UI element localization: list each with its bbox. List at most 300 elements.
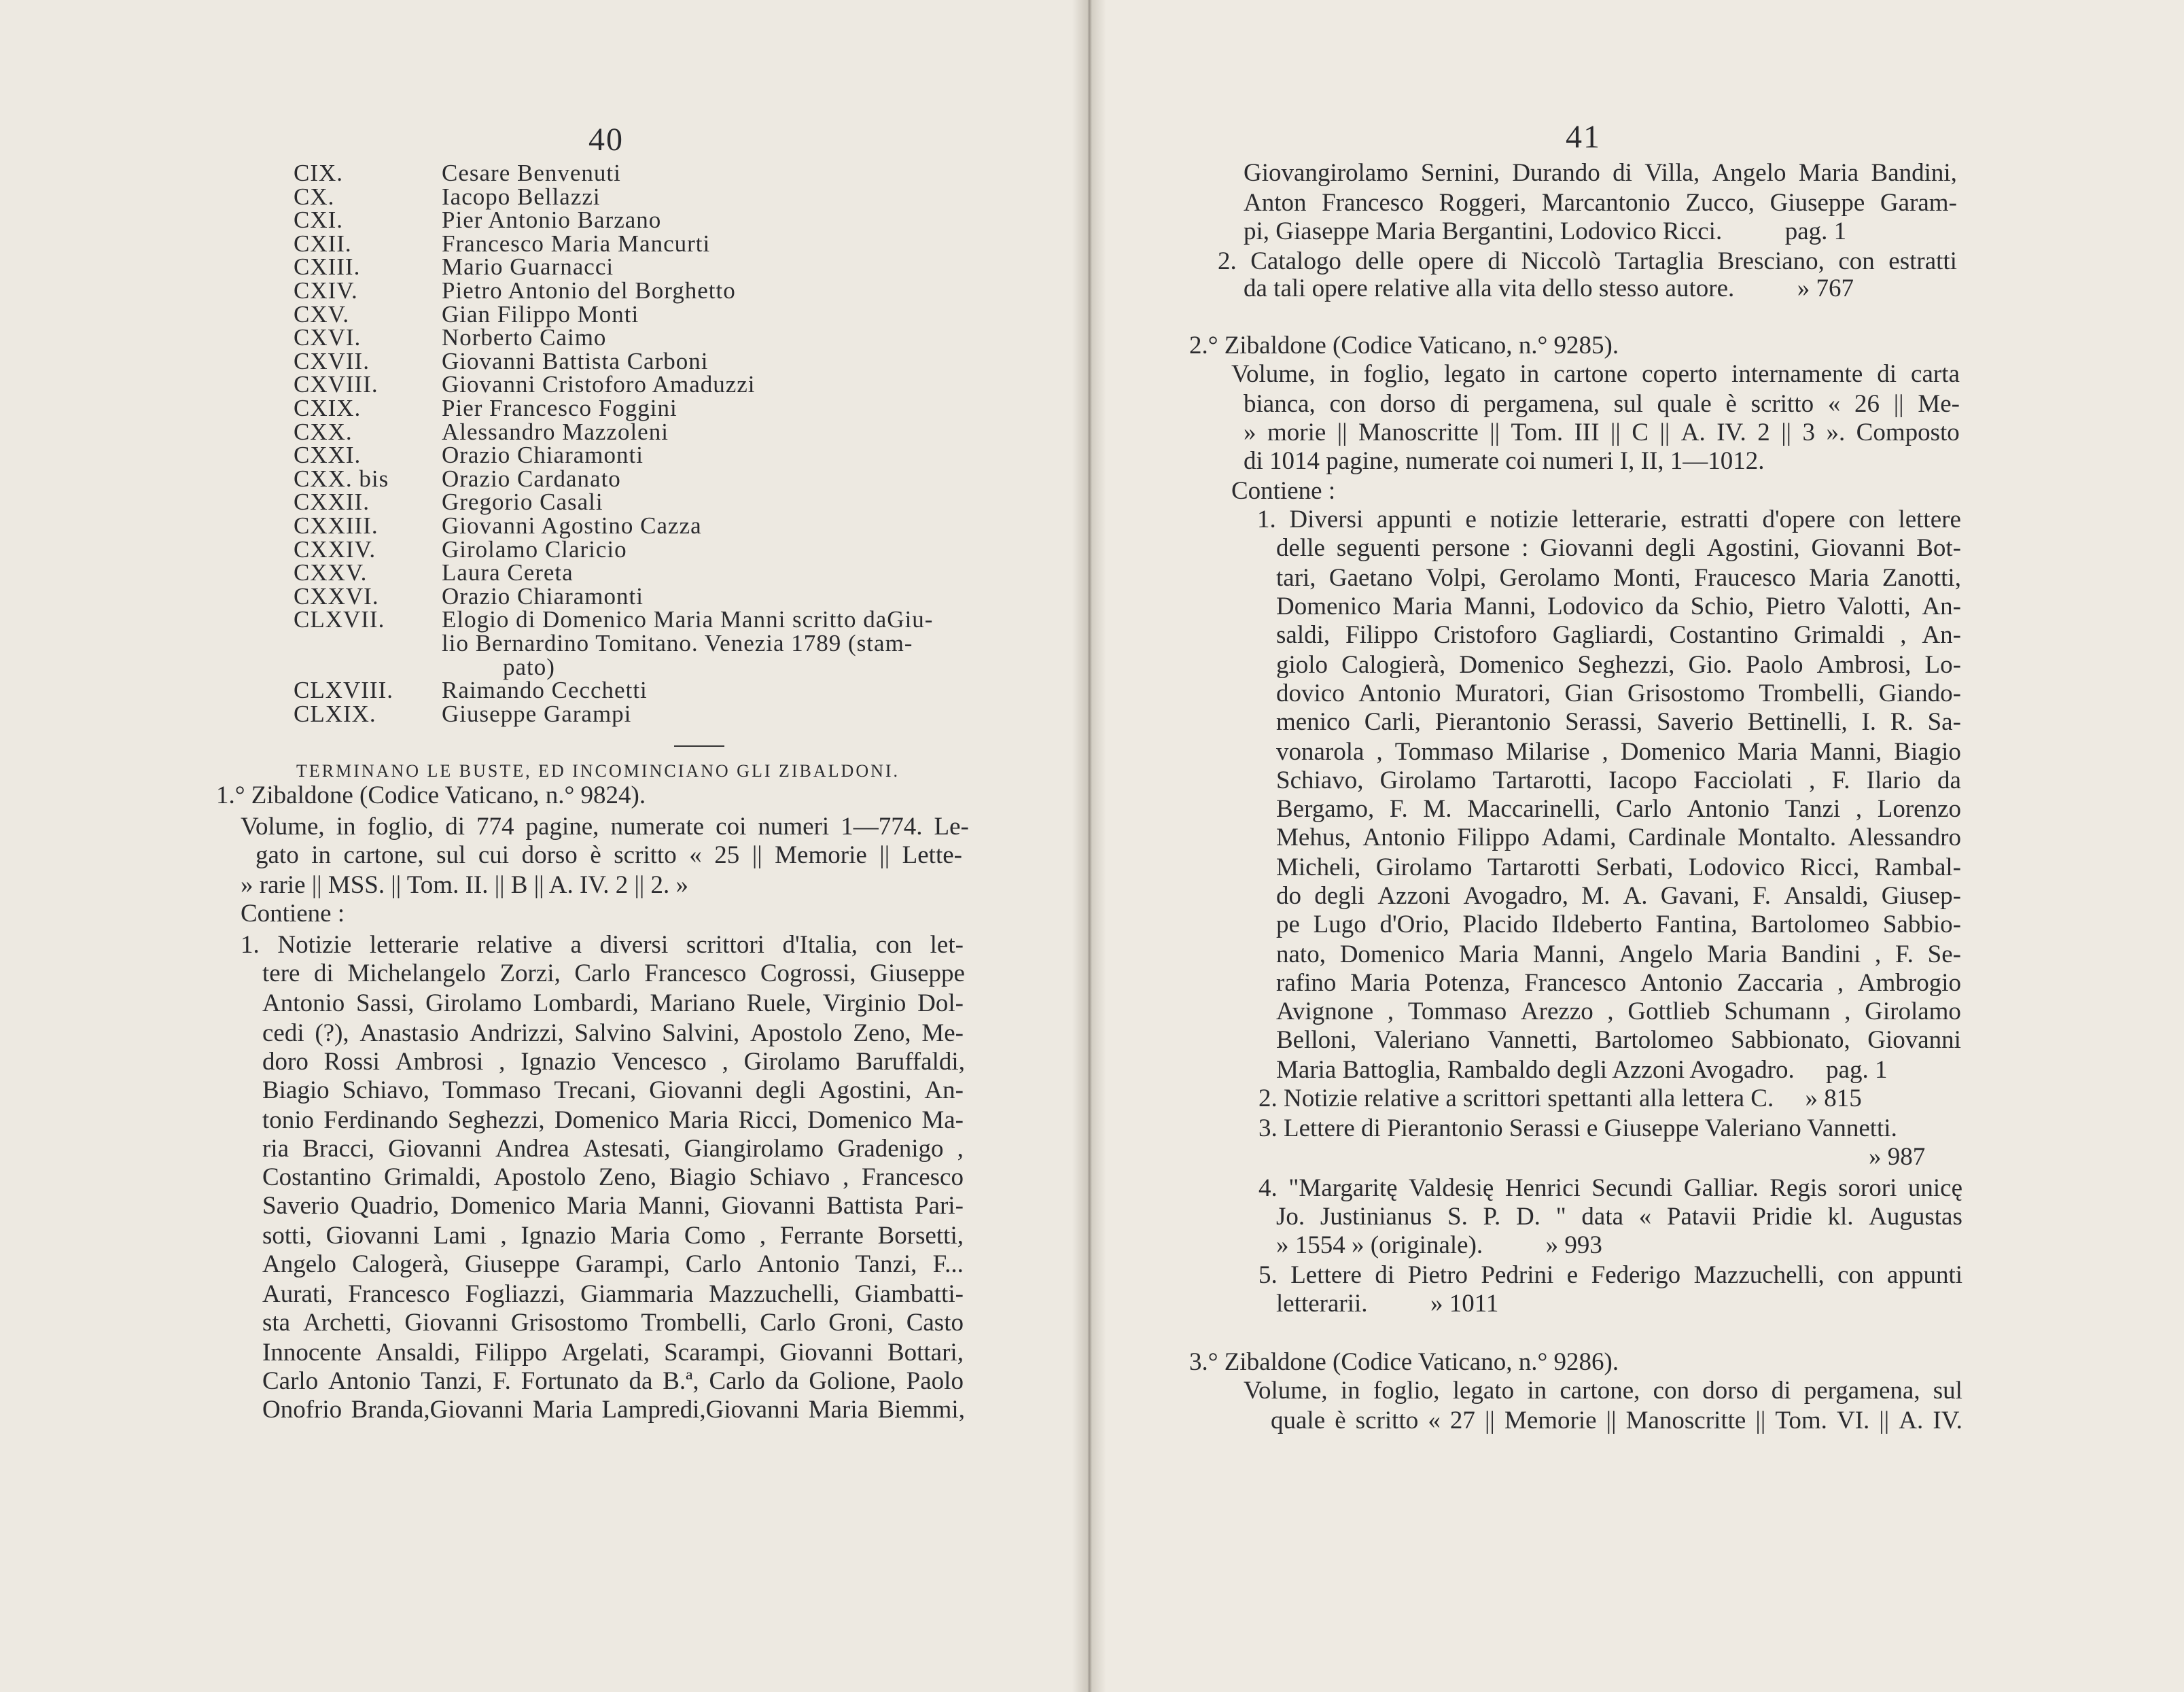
book-gutter — [1072, 0, 1106, 1692]
word: Muratori, — [1455, 680, 1551, 707]
word: foglio, — [1363, 360, 1430, 388]
word: Tanzi, — [421, 1367, 483, 1395]
word: delle — [1355, 247, 1405, 275]
word: Avogadro, — [1463, 882, 1568, 910]
word: Anastasio — [359, 1019, 459, 1047]
index-name: Laura Cereta — [442, 559, 574, 586]
word: con — [875, 931, 913, 959]
text-line — [262, 1163, 964, 1192]
index-number: CXXII. — [294, 489, 370, 516]
word: scrittori — [686, 931, 764, 959]
word: , — [759, 1222, 767, 1250]
word: Biagio — [1894, 738, 1961, 766]
word: Valdesię — [1409, 1174, 1494, 1202]
index-number: CXI. — [294, 207, 344, 234]
word: Giangirolamo — [684, 1135, 824, 1163]
word: Domenico — [451, 1192, 556, 1220]
text-line — [262, 1019, 964, 1048]
word: Sabbio- — [1882, 911, 1961, 938]
word: , — [843, 1163, 849, 1191]
word: Jo. — [1276, 1203, 1305, 1231]
text-line — [1258, 1261, 1962, 1290]
index-name: Pier Antonio Barzano — [442, 207, 662, 234]
text-line — [1231, 360, 1960, 389]
word: degli — [755, 1076, 806, 1104]
section-rule — [674, 745, 724, 747]
word: Me- — [1918, 390, 1960, 418]
word: Lette- — [902, 841, 962, 869]
word: Trombelli, — [641, 1309, 747, 1337]
word: gato — [256, 841, 299, 869]
word: bianca, — [1244, 390, 1316, 418]
word: in — [1519, 360, 1540, 388]
index-name: Raimando Cecchetti — [442, 677, 648, 704]
word: Schio, — [1690, 593, 1755, 620]
word: Archetti, — [302, 1309, 392, 1337]
word: Azzoni — [1377, 882, 1451, 910]
index-name: Gian Filippo Monti — [442, 300, 639, 328]
word: Manoscritte — [1625, 1407, 1746, 1434]
word: || — [1610, 419, 1621, 446]
text-line — [1276, 534, 1961, 563]
text-line — [1276, 564, 1961, 593]
word: 1—774. — [841, 813, 923, 841]
word: Costantino — [1669, 621, 1778, 649]
word: scritto — [614, 841, 677, 869]
word: Agostini, — [1706, 534, 1800, 562]
word: P. — [1483, 1203, 1501, 1231]
index-number: CXXVI. — [294, 582, 379, 610]
word: Ambrosi, — [1816, 651, 1912, 679]
word: Antonio — [1362, 824, 1445, 851]
index-name: Girolamo Claricio — [442, 535, 627, 563]
word: Fantina, — [1655, 911, 1738, 938]
word: Facciolati — [1693, 766, 1793, 794]
word: dorso — [521, 841, 578, 869]
text-line — [262, 989, 964, 1018]
index-number: CXXI. — [294, 442, 362, 469]
word: Ricci, — [1799, 853, 1860, 881]
word: Tanzi — [1784, 795, 1841, 823]
word: Cardinale — [1627, 824, 1726, 851]
index-number: CLXVII. — [294, 606, 385, 633]
word: F. — [1895, 940, 1914, 968]
word: kl. — [1827, 1203, 1854, 1231]
word: Groni, — [828, 1309, 894, 1337]
word: Salvini, — [662, 1019, 740, 1047]
word: Maria — [1737, 738, 1798, 766]
word: Giuseppe — [870, 959, 965, 987]
right-page — [1086, 0, 2184, 1692]
word: Filippo — [1457, 824, 1530, 851]
text-line — [1276, 708, 1961, 737]
word: : — [1521, 534, 1529, 562]
text-line — [1276, 911, 1961, 939]
word: dorso — [1702, 1377, 1759, 1405]
word: Lampredi,Giovanni — [601, 1396, 800, 1424]
word: F. — [1831, 766, 1850, 794]
text-line — [262, 1396, 965, 1424]
word: Lodovico — [1547, 593, 1644, 620]
word: Valeriano — [1373, 1026, 1470, 1054]
word: sotti, — [262, 1222, 312, 1250]
word: cedi — [262, 1019, 304, 1047]
word: An- — [1922, 621, 1961, 649]
word: degli — [1644, 534, 1695, 562]
word: 26 — [1854, 390, 1880, 418]
word: Volpi, — [1426, 564, 1487, 592]
word: Composto — [1856, 419, 1960, 446]
word: con — [1838, 247, 1875, 275]
word: Tommaso — [1394, 738, 1494, 766]
word: persone — [1432, 534, 1511, 562]
word: in — [311, 841, 331, 869]
word: Filippo — [474, 1339, 548, 1367]
word: , — [1387, 998, 1394, 1025]
word: foglio, — [1373, 1377, 1440, 1405]
index-name: Orazio Cardanato — [442, 465, 621, 492]
word: in — [336, 813, 356, 841]
word: Maria — [808, 1396, 869, 1424]
word: Zaccaria — [1736, 969, 1824, 997]
word: Lugo — [1313, 911, 1367, 938]
word: Manni, — [1532, 940, 1605, 968]
word: Girolamo — [743, 1048, 841, 1076]
word: quale — [1271, 1407, 1326, 1434]
word: di — [1487, 247, 1508, 275]
word: letterarie — [369, 931, 459, 959]
word: da — [629, 1367, 653, 1395]
word: cui — [478, 841, 510, 869]
word: Francesco — [348, 1280, 451, 1308]
word: Paolo — [906, 1367, 964, 1395]
text-line — [1258, 1174, 1962, 1203]
word: 3 — [1802, 419, 1815, 446]
word: Placido — [1462, 911, 1538, 938]
text-line — [1276, 680, 1961, 708]
word: Me- — [921, 1019, 964, 1047]
word: , — [722, 1048, 728, 1076]
word: con — [1848, 506, 1885, 533]
word: Alessandro — [1848, 824, 1961, 851]
word: Casto — [906, 1309, 964, 1337]
text-line — [262, 1135, 964, 1163]
word: Memorie — [1504, 1407, 1597, 1434]
text-line: » 987 — [1869, 1143, 1926, 1171]
word: in — [1340, 1377, 1360, 1405]
word: Scarampi, — [664, 1339, 766, 1367]
word: notizie — [1490, 506, 1559, 533]
word: scritto — [1355, 1407, 1419, 1434]
word: Domenico — [1459, 651, 1564, 679]
word: Arezzo — [1520, 998, 1593, 1025]
text-line — [1276, 1203, 1962, 1231]
word: Valotti, — [1837, 593, 1911, 620]
word: appunti — [1376, 506, 1452, 533]
word: Maria — [566, 1192, 627, 1220]
word: « — [689, 841, 702, 869]
word: Avignone — [1276, 998, 1374, 1025]
word: Sernini, — [1420, 159, 1500, 187]
word: Maccarinelli, — [1467, 795, 1601, 823]
word: Notizie — [277, 931, 352, 959]
word: || — [1879, 1407, 1890, 1434]
word: Schiavo — [749, 1163, 830, 1191]
word: legato — [1444, 360, 1506, 388]
word: Antonio — [757, 1250, 840, 1278]
index-name: Pietro Antonio del Borghetto — [442, 277, 736, 304]
index-name: Orazio Chiaramonti — [442, 582, 644, 610]
word: Quadrio, — [350, 1192, 440, 1220]
word: , — [957, 1135, 964, 1163]
word: Manoscritte — [1358, 419, 1479, 446]
index-number: CLXIX. — [294, 700, 376, 727]
text-line — [262, 1048, 965, 1076]
text-line — [1276, 882, 1961, 911]
word: 27 — [1449, 1407, 1475, 1434]
word: , — [1844, 998, 1851, 1025]
index-number: CIX. — [294, 160, 344, 186]
word: rafino — [1276, 969, 1337, 997]
word: Girolamo — [1379, 766, 1477, 794]
word: Ansaldi, — [375, 1339, 461, 1367]
word: Ambrosi — [395, 1048, 484, 1076]
word: Domenico — [1620, 738, 1725, 766]
word: S. — [1447, 1203, 1468, 1231]
word: Gaetano — [1328, 564, 1413, 592]
index-number: CXXIII. — [294, 512, 378, 539]
word: scritto — [1750, 390, 1814, 418]
word: dovico — [1276, 680, 1345, 707]
word: Bartolomeo — [1594, 1026, 1714, 1054]
word: Biagio — [669, 1163, 737, 1191]
index-number: CXX. bis — [294, 465, 389, 492]
word: doro — [262, 1048, 309, 1076]
word: « — [1428, 1407, 1441, 1434]
word: || — [879, 841, 890, 869]
word: Micheli, — [1276, 853, 1361, 881]
word: sorori — [1838, 1174, 1897, 1202]
word: legato — [1452, 1377, 1515, 1405]
index-name: pato) — [503, 653, 555, 680]
word: Bot- — [1916, 534, 1961, 562]
word: Vannetti, — [1487, 1026, 1578, 1054]
word: A. — [1680, 419, 1706, 446]
left-page — [0, 0, 1086, 1692]
word: Aurati, — [262, 1280, 333, 1308]
word: cartone — [1553, 360, 1628, 388]
word: Saverio — [1656, 708, 1733, 736]
word: Astesati, — [583, 1135, 671, 1163]
index-number: CXIV. — [294, 277, 358, 304]
word: I. — [1861, 708, 1877, 736]
word: Borsetti, — [877, 1222, 964, 1250]
index-name: Iacopo Bellazzi — [442, 183, 601, 210]
index-number: CXXIV. — [294, 535, 376, 563]
word: Fogliazzi, — [465, 1280, 565, 1308]
text-line: 2.° Zibaldone (Codice Vaticano, n.° 9285). — [1189, 332, 1619, 359]
word: Schiavo, — [1276, 766, 1364, 794]
word: , — [1900, 621, 1907, 649]
word: Sabbionato, — [1731, 1026, 1850, 1054]
word: Maria — [610, 1222, 671, 1250]
word: Tom. — [1511, 419, 1564, 446]
word: Galliar. — [1683, 1174, 1759, 1202]
word: Lo- — [1924, 651, 1961, 679]
word: pe — [1276, 911, 1300, 938]
word: F. — [1389, 795, 1408, 823]
word: Zorzi, — [499, 959, 561, 987]
word: Giovanni — [1811, 534, 1905, 562]
word: delle — [1276, 534, 1325, 562]
word: Serbati, — [1596, 853, 1674, 881]
word: di — [1877, 360, 1897, 388]
index-number: CXIX. — [294, 395, 362, 421]
word: è — [1725, 390, 1737, 418]
word: da — [1655, 593, 1679, 620]
text-line — [1257, 506, 1961, 534]
word: Memorie — [775, 841, 867, 869]
word: Montalto. — [1738, 824, 1837, 851]
word: Justinianus — [1320, 1203, 1432, 1231]
word: Tommaso — [442, 1076, 542, 1104]
word: Grimaldi, — [384, 1163, 481, 1191]
word: sul — [1933, 1377, 1962, 1405]
word: vonarola — [1276, 738, 1364, 766]
text-line — [262, 1367, 964, 1396]
word: Ricci, — [738, 1106, 798, 1134]
word: || — [1485, 1407, 1495, 1434]
text-line — [1276, 1026, 1961, 1055]
text-line: letterarii. » 1011 — [1276, 1290, 1499, 1318]
word: Giovanni — [721, 1192, 815, 1220]
index-number: CXVII. — [294, 347, 370, 374]
text-line — [262, 1076, 964, 1105]
word: || — [1606, 1407, 1617, 1434]
word: appunti — [1887, 1261, 1962, 1289]
text-line: Contiene : — [241, 900, 345, 928]
text-line — [1244, 1377, 1962, 1405]
word: M. — [1581, 882, 1610, 910]
word: Mazzuchelli, — [1693, 1261, 1825, 1289]
text-line — [241, 813, 969, 841]
word: » — [1244, 419, 1256, 446]
word: A. — [1899, 1407, 1924, 1434]
word: D. — [1515, 1203, 1540, 1231]
word: || — [1337, 419, 1348, 446]
index-name: Alessandro Mazzoleni — [442, 418, 669, 445]
word: d'Orio, — [1379, 911, 1449, 938]
word: 2. — [1218, 247, 1237, 275]
word: Maria — [1706, 940, 1767, 968]
word: Tartarotti, — [1492, 766, 1593, 794]
word: Giammaria — [580, 1280, 694, 1308]
word: Ferdinando — [323, 1106, 438, 1134]
word: Marcantonio — [1541, 189, 1670, 217]
word: Carlo — [760, 1309, 816, 1337]
word: e — [1566, 1261, 1579, 1289]
word: e — [1465, 506, 1477, 533]
page-number: 40 — [588, 122, 624, 158]
word: VI. — [1836, 1407, 1870, 1434]
word: Francesco — [1524, 969, 1627, 997]
word: Zanotti, — [1882, 564, 1961, 592]
word: Bettinelli, — [1747, 708, 1848, 736]
word: estratti — [1680, 506, 1749, 533]
word: relative — [476, 931, 552, 959]
word: cartone, — [1560, 1377, 1640, 1405]
text-line — [1276, 593, 1961, 621]
word: III — [1574, 419, 1600, 446]
word: dorso — [1379, 390, 1436, 418]
word: Grisostomo — [510, 1309, 629, 1337]
word: Pedrini — [1481, 1261, 1554, 1289]
word: numeri — [758, 813, 830, 841]
text-line — [262, 1339, 964, 1367]
index-number: CXVIII. — [294, 371, 378, 398]
index-name: lio Bernardino Tomitano. Venezia 1789 (stam- — [442, 630, 913, 656]
text-line — [1276, 824, 1961, 852]
word: Cristoforo — [1433, 621, 1537, 649]
word: ria — [262, 1135, 289, 1163]
word: , — [1376, 738, 1383, 766]
text-line — [262, 1250, 964, 1279]
word: , — [1875, 940, 1882, 968]
word: (?), — [315, 1019, 349, 1047]
word: , — [1809, 766, 1816, 794]
word: Antonio — [1640, 969, 1723, 997]
word: in — [1329, 360, 1350, 388]
word: Volume, — [1244, 1377, 1328, 1405]
word: Le- — [934, 813, 969, 841]
word: nato, — [1276, 940, 1326, 968]
word: Schumann — [1724, 998, 1831, 1025]
word: Gradenigo — [837, 1135, 944, 1163]
word: Gagliardi, — [1552, 621, 1654, 649]
word: "Margaritę — [1288, 1174, 1398, 1202]
word: data — [1581, 1203, 1624, 1231]
word: Giovanni — [1540, 534, 1634, 562]
word: , — [1855, 795, 1863, 823]
text-line — [1244, 189, 1957, 217]
word: Garam- — [1880, 189, 1957, 217]
word: Andrea — [495, 1135, 569, 1163]
word: Diversi — [1289, 506, 1364, 533]
text-line — [1271, 1407, 1962, 1435]
word: di — [314, 959, 334, 987]
word: è — [1335, 1407, 1346, 1434]
word: unicę — [1907, 1174, 1962, 1202]
word: Lodovico — [1688, 853, 1785, 881]
index-number: CLXVIII. — [294, 677, 393, 704]
word: Maria — [532, 1396, 593, 1424]
word: Anton — [1244, 189, 1307, 217]
word: Andrizzi, — [470, 1019, 564, 1047]
word: R. — [1890, 708, 1914, 736]
word: Cogrossi, — [760, 959, 856, 987]
text-line — [262, 1106, 964, 1135]
word: degli — [1314, 882, 1365, 910]
word: Biemmi, — [877, 1396, 965, 1424]
text-line: di 1014 pagine, numerate coi numeri I, II, 1—1012. — [1244, 447, 1765, 475]
text-line: Contiene : — [1231, 477, 1336, 505]
word: Mehus, — [1276, 824, 1351, 851]
word: Giambatti- — [854, 1280, 964, 1308]
word: Federigo — [1591, 1261, 1681, 1289]
word: morie — [1267, 419, 1326, 446]
page-number: 41 — [1566, 119, 1601, 155]
word: Mariano — [650, 989, 735, 1017]
